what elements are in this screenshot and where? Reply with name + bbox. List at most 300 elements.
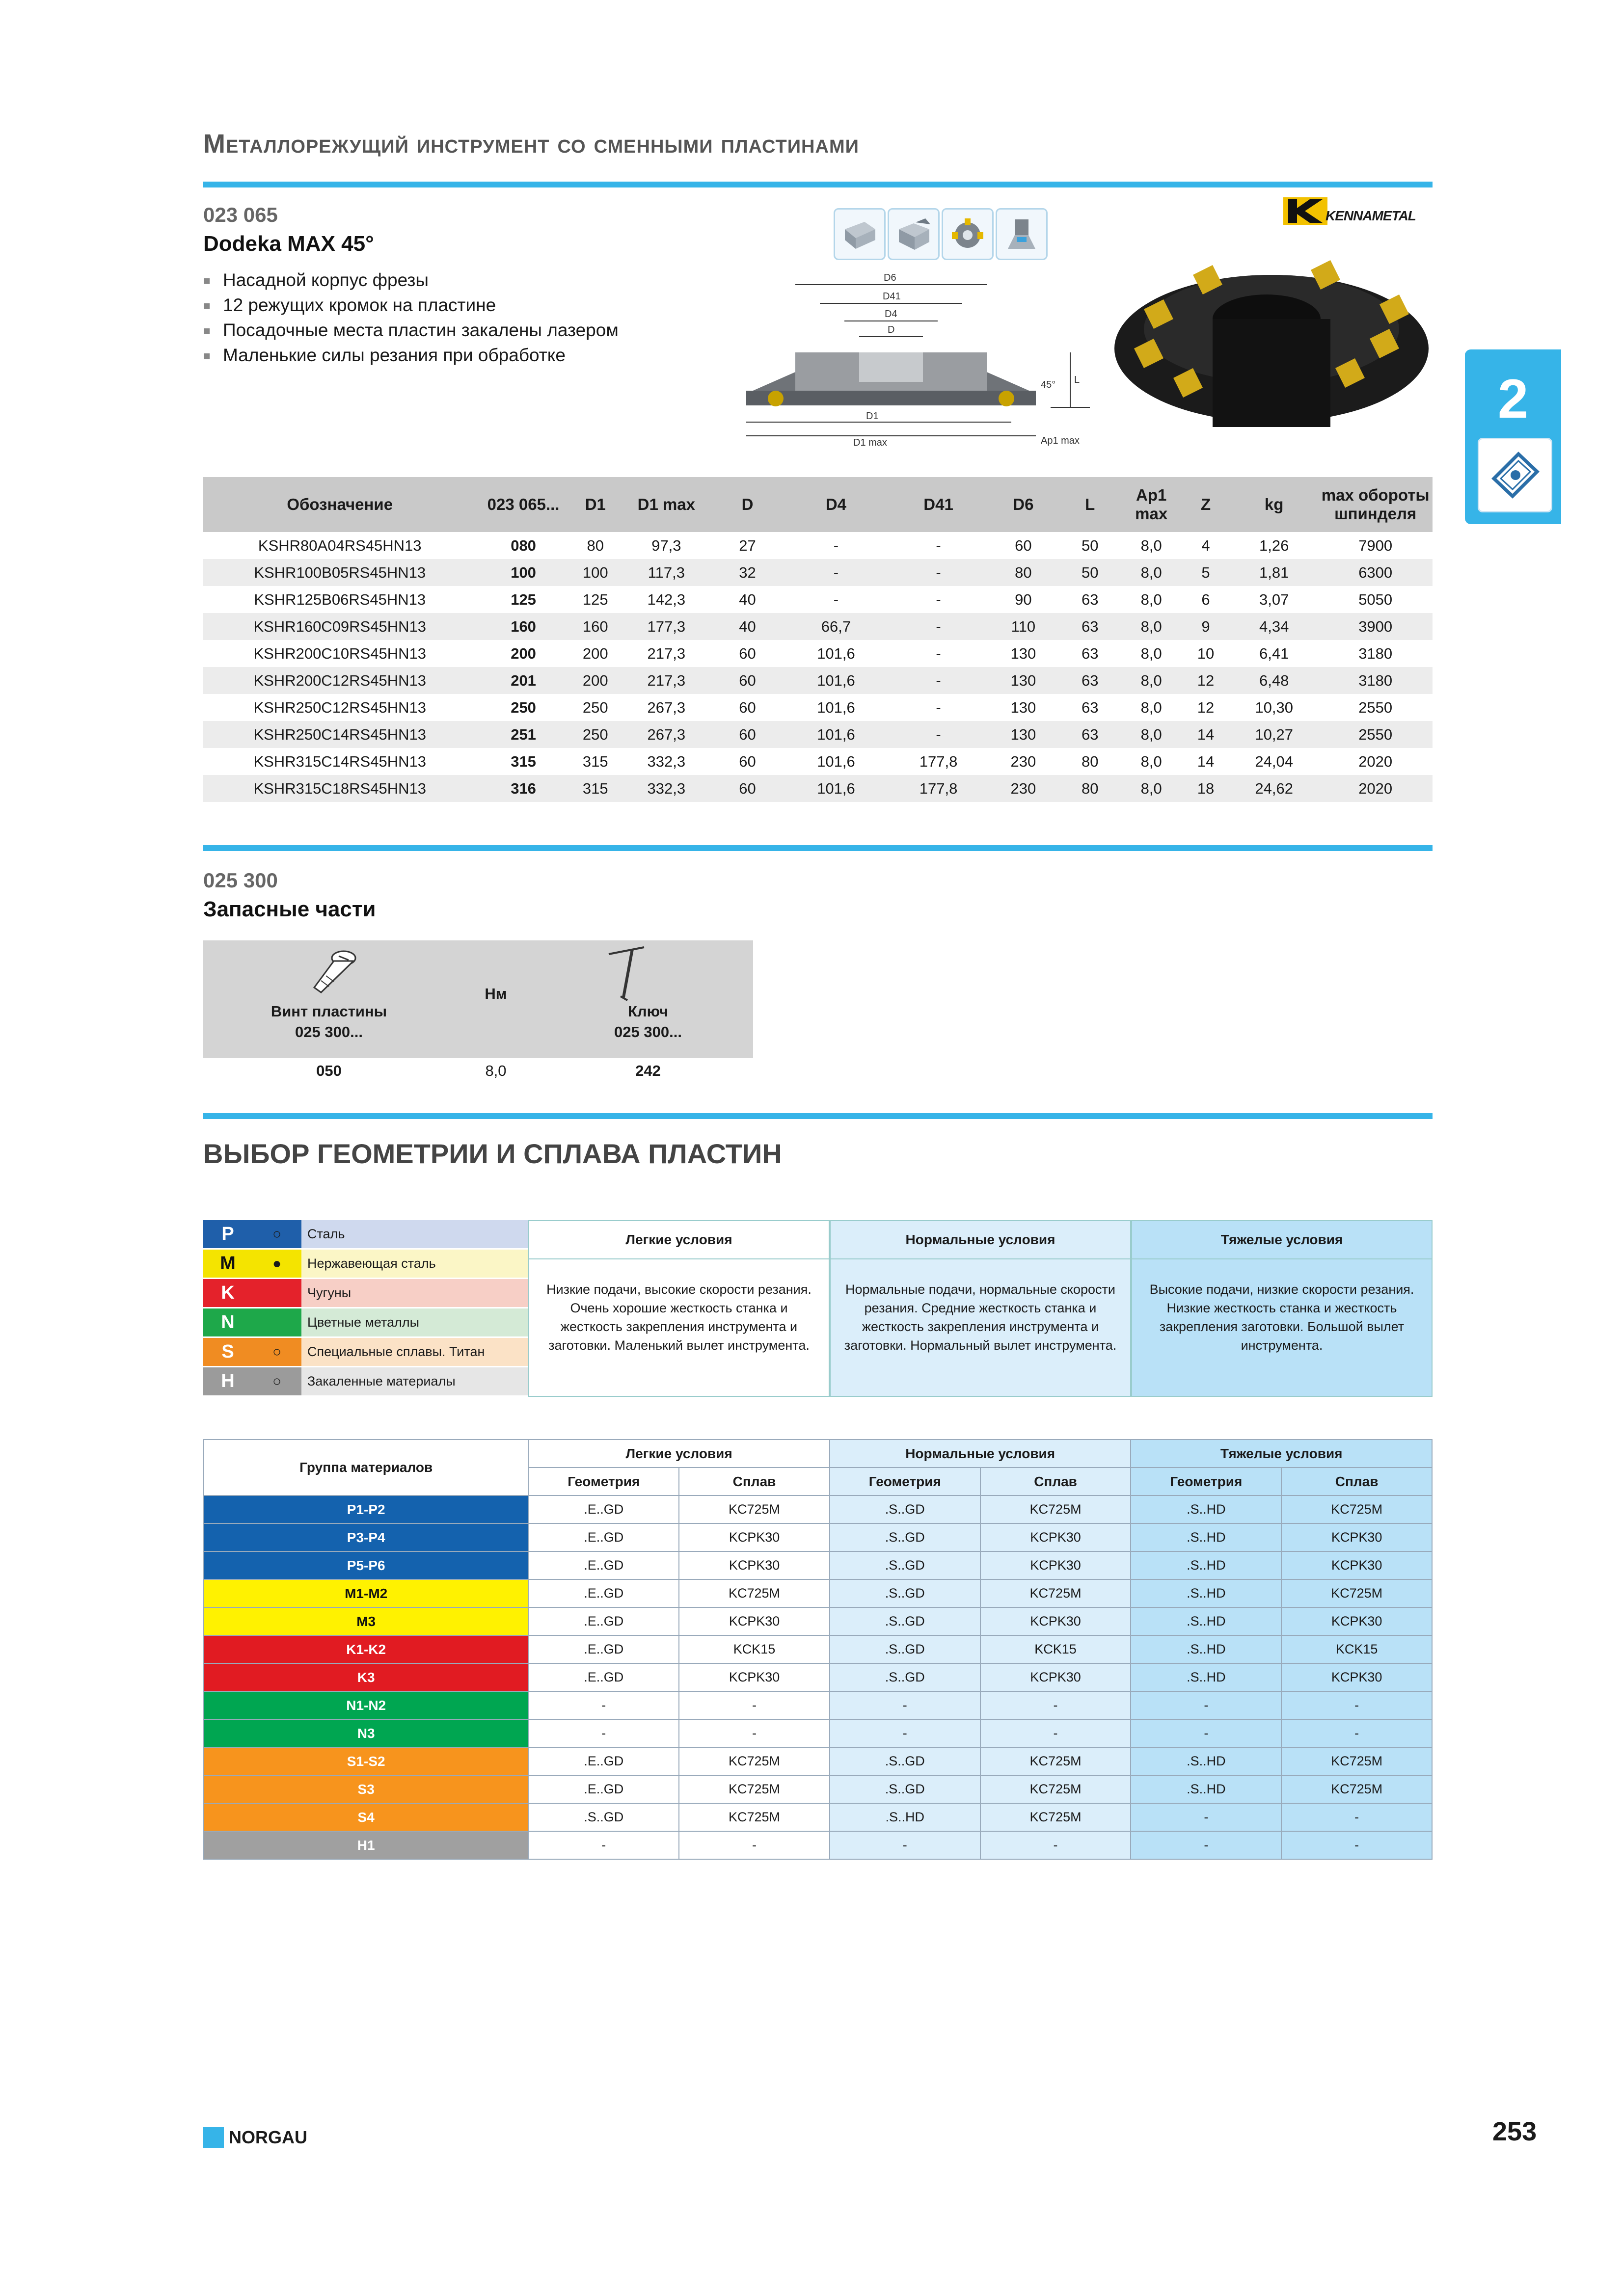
shoulder-milling-icon: [888, 208, 940, 260]
condition-title: Нормальные условия: [831, 1221, 1130, 1259]
table-cell: 8,0: [1140, 698, 1162, 716]
table-cell: 60: [739, 644, 756, 662]
table-row: [203, 640, 1433, 667]
material-group: K3: [204, 1663, 528, 1691]
table-cell: 3,07: [1259, 590, 1289, 608]
geometry-cell: .E..GD: [528, 1495, 679, 1523]
table-cell: 80: [988, 559, 1059, 586]
alloy-cell: KCPK30: [980, 1551, 1131, 1579]
geometry-cell: .S..HD: [1131, 1579, 1281, 1607]
geometry-cell: -: [830, 1831, 980, 1859]
geometry-cell: .E..GD: [528, 1607, 679, 1635]
feature-item: ■ Посадочные места пластин закалены лазером: [203, 318, 619, 343]
table-cell: -: [890, 667, 988, 694]
alloy-cell: KCK15: [980, 1635, 1131, 1663]
alloy-cell: -: [1281, 1831, 1432, 1859]
table-cell: 5: [1182, 559, 1230, 586]
feature-item: ■ 12 режущих кромок на пластине: [203, 293, 619, 318]
alloy-cell: KC725M: [980, 1803, 1131, 1831]
alloy-cell: -: [980, 1719, 1131, 1747]
col-header: L: [1059, 477, 1121, 532]
table-cell: 100: [476, 559, 570, 586]
col-header: D1: [570, 477, 621, 532]
section-rule: [203, 845, 1433, 851]
heavy-conditions-box: [1131, 1220, 1433, 1397]
table-cell: -: [890, 559, 988, 586]
material-group: M3: [204, 1607, 528, 1635]
alloy-cell: -: [980, 1691, 1131, 1719]
table-cell: -: [936, 536, 941, 554]
alloy-cell: KC725M: [679, 1495, 830, 1523]
table-cell: 24,04: [1255, 752, 1293, 770]
geometry-subheader: Геометрия: [528, 1468, 679, 1495]
geometry-cell: -: [528, 1691, 679, 1719]
alloy-cell: KC725M: [1281, 1579, 1432, 1607]
table-cell: 177,3: [621, 613, 712, 640]
table-cell: 332,3: [621, 775, 712, 802]
table-cell: 60: [712, 667, 783, 694]
table-row: [203, 667, 1433, 694]
screw-value: 050: [316, 1062, 342, 1079]
table-cell: 200: [570, 667, 621, 694]
col-header: D6: [988, 477, 1059, 532]
table-cell: 6300: [1318, 559, 1433, 586]
table-cell: 250: [582, 698, 608, 716]
key-icon: [599, 938, 673, 1007]
alloy-cell: KCPK30: [679, 1663, 830, 1691]
material-dot: [252, 1279, 301, 1307]
table-cell: 80: [1059, 775, 1121, 802]
table-cell: KSHR100B05RS45HN13: [203, 559, 476, 586]
torque-value: 8,0: [485, 1062, 507, 1079]
geometry-cell: .S..HD: [1131, 1523, 1281, 1551]
table-cell: 8,0: [1121, 721, 1182, 748]
table-cell: 125: [511, 590, 536, 608]
geometry-cell: -: [528, 1719, 679, 1747]
kennametal-logo: [1283, 197, 1327, 225]
light-header: Легкие условия: [528, 1440, 830, 1468]
table-cell: 101,6: [817, 752, 855, 770]
alloy-cell: KCPK30: [980, 1607, 1131, 1635]
condition-title: Тяжелые условия: [1132, 1221, 1432, 1259]
geometry-subheader: Геометрия: [830, 1468, 980, 1495]
alloy-cell: KC725M: [679, 1579, 830, 1607]
table-row: [204, 1831, 1432, 1859]
material-group: P3-P4: [204, 1523, 528, 1551]
table-cell: 14: [1197, 752, 1215, 770]
table-cell: KSHR315C18RS45HN13: [203, 775, 476, 802]
col-header: kg: [1230, 477, 1318, 532]
table-cell: KSHR250C14RS45HN13: [203, 721, 476, 748]
footer-brand: NORGAU: [229, 2127, 307, 2147]
legend-row: [203, 1279, 528, 1307]
table-cell: 315: [582, 752, 608, 770]
material-name: Цветные металлы: [301, 1308, 528, 1336]
table-cell: 60: [739, 698, 756, 716]
page-number: 253: [1492, 2117, 1537, 2146]
table-cell: 1,26: [1259, 536, 1289, 554]
geometry-cell: -: [1131, 1691, 1281, 1719]
alloy-cell: -: [1281, 1719, 1432, 1747]
alloy-cell: KC725M: [980, 1579, 1131, 1607]
footer-logo-square: [203, 2127, 224, 2148]
table-cell: 60: [739, 752, 756, 770]
light-conditions-box: [528, 1220, 830, 1397]
material-group: K1-K2: [204, 1635, 528, 1663]
table-cell: 250: [511, 698, 536, 716]
material-group: N1-N2: [204, 1691, 528, 1719]
geometry-cell: -: [830, 1719, 980, 1747]
table-cell: 6,41: [1259, 644, 1289, 662]
table-cell: 177,8: [890, 775, 988, 802]
alloy-cell: KCPK30: [1281, 1551, 1432, 1579]
geometry-cell: -: [1131, 1831, 1281, 1859]
geometry-cell: -: [830, 1691, 980, 1719]
material-dot: ○: [252, 1338, 301, 1366]
table-row: [204, 1495, 1432, 1523]
material-dot: ●: [252, 1250, 301, 1278]
material-dot: ○: [252, 1367, 301, 1395]
material-group: M1-M2: [204, 1579, 528, 1607]
table-row: [204, 1579, 1432, 1607]
material-name: Специальные сплавы. Титан: [301, 1338, 528, 1366]
insert-icon: [1478, 438, 1552, 512]
feature-item: ■ Насадной корпус фрезы: [203, 268, 619, 293]
table-row: [204, 1747, 1432, 1775]
material-dot: [252, 1308, 301, 1336]
key-value: 242: [635, 1062, 661, 1079]
table-cell: 8,0: [1121, 775, 1182, 802]
table-cell: 66,7: [783, 613, 889, 640]
label-d6: D6: [884, 272, 896, 283]
alloy-cell: KCPK30: [980, 1523, 1131, 1551]
table-row: [204, 1607, 1432, 1635]
alloy-subheader: Сплав: [679, 1468, 830, 1495]
table-cell: 90: [1015, 590, 1032, 608]
table-cell: 101,6: [817, 698, 855, 716]
material-name: Чугуны: [301, 1279, 528, 1307]
alloy-cell: KCPK30: [1281, 1607, 1432, 1635]
table-cell: 100: [570, 559, 621, 586]
label-d: D: [888, 324, 895, 335]
table-cell: 2550: [1358, 698, 1393, 716]
table-cell: 267,3: [621, 721, 712, 748]
label-d4: D4: [885, 309, 897, 320]
table-cell: KSHR80A04RS45HN13: [258, 536, 422, 554]
alloy-cell: KC725M: [980, 1495, 1131, 1523]
page-title: Металлорежущий инструмент со сменными пластинами: [203, 129, 859, 159]
table-cell: 27: [739, 536, 756, 554]
alloy-cell: KC725M: [980, 1775, 1131, 1803]
material-group: S4: [204, 1803, 528, 1831]
table-cell: KSHR200C10RS45HN13: [253, 644, 426, 662]
table-cell: 63: [1059, 613, 1121, 640]
normal-conditions-box: [830, 1220, 1131, 1397]
table-cell: 080: [511, 536, 536, 554]
table-cell: 12: [1182, 667, 1230, 694]
col-header: Z: [1182, 477, 1230, 532]
table-cell: 60: [712, 775, 783, 802]
alloy-cell: KCPK30: [1281, 1663, 1432, 1691]
legend-row: [203, 1250, 528, 1278]
material-group: N3: [204, 1719, 528, 1747]
geometry-cell: .S..HD: [830, 1803, 980, 1831]
col-header: D41: [890, 477, 988, 532]
col-header: D: [712, 477, 783, 532]
material-group: P5-P6: [204, 1551, 528, 1579]
geometry-cell: .E..GD: [528, 1747, 679, 1775]
table-cell: 160: [476, 613, 570, 640]
label-d41: D41: [883, 291, 901, 302]
table-cell: 63: [1059, 721, 1121, 748]
table-cell: 3180: [1318, 667, 1433, 694]
table-row: [203, 748, 1433, 775]
geometry-cell: .S..GD: [830, 1775, 980, 1803]
table-cell: 80: [587, 536, 604, 554]
geometry-cell: .S..HD: [1131, 1775, 1281, 1803]
table-cell: 117,3: [621, 559, 712, 586]
screw-icon: [299, 945, 358, 999]
feature-item: ■ Маленькие силы резания при обработке: [203, 343, 619, 368]
spare-title: Запасные части: [203, 897, 376, 921]
alloy-cell: KCPK30: [980, 1663, 1131, 1691]
geometry-cell: .E..GD: [528, 1635, 679, 1663]
table-row: [203, 694, 1433, 721]
alloy-cell: KC725M: [679, 1803, 830, 1831]
table-cell: 63: [1081, 698, 1099, 716]
table-cell: 10,30: [1255, 698, 1293, 716]
material-group: S3: [204, 1775, 528, 1803]
table-cell: 2020: [1318, 775, 1433, 802]
legend-row: [203, 1220, 528, 1248]
table-cell: 50: [1059, 559, 1121, 586]
table-cell: 101,6: [783, 667, 889, 694]
table-cell: 230: [1010, 752, 1036, 770]
table-cell: 50: [1081, 536, 1099, 554]
table-cell: -: [936, 698, 941, 716]
table-cell: 8,0: [1121, 559, 1182, 586]
col-header: 023 065...: [476, 477, 570, 532]
table-cell: KSHR200C12RS45HN13: [203, 667, 476, 694]
table-cell: -: [833, 590, 839, 608]
table-row: [204, 1663, 1432, 1691]
table-cell: 130: [988, 667, 1059, 694]
alloy-cell: KCPK30: [679, 1551, 830, 1579]
table-cell: 9: [1182, 613, 1230, 640]
geometry-cell: -: [1131, 1803, 1281, 1831]
material-name: Нержавеющая сталь: [301, 1250, 528, 1278]
label-l: L: [1074, 374, 1080, 385]
geometry-subheader: Геометрия: [1131, 1468, 1281, 1495]
condition-text: Высокие подачи, низкие скорости резания. Низкие жесткость станка и жесткость закрепления заготовки. Большой вылет инструмента.: [1149, 1282, 1414, 1353]
table-row: [203, 586, 1433, 613]
geometry-cell: .S..GD: [830, 1495, 980, 1523]
material-dot: ○: [252, 1220, 301, 1248]
legend-row: [203, 1338, 528, 1366]
table-cell: -: [783, 559, 889, 586]
geometry-cell: .E..GD: [528, 1523, 679, 1551]
geometry-cell: -: [528, 1831, 679, 1859]
table-cell: 201: [476, 667, 570, 694]
table-cell: 8,0: [1140, 752, 1162, 770]
table-cell: 10: [1197, 644, 1215, 662]
label-angle: 45°: [1041, 379, 1056, 390]
table-cell: -: [936, 644, 941, 662]
table-cell: 250: [570, 721, 621, 748]
table-cell: 315: [570, 775, 621, 802]
screw-label: Винт пластины 025 300...: [270, 1003, 387, 1041]
table-row: [203, 613, 1433, 640]
table-cell: 251: [476, 721, 570, 748]
material-name: Закаленные материалы: [301, 1367, 528, 1395]
table-cell: 142,3: [647, 590, 686, 608]
table-cell: 2020: [1358, 752, 1393, 770]
geometry-cell: .S..HD: [1131, 1663, 1281, 1691]
product-name: Dodeka MAX 45°: [203, 232, 374, 256]
material-letter: S: [203, 1338, 252, 1366]
table-cell: 1,81: [1230, 559, 1318, 586]
condition-text: Низкие подачи, высокие скорости резания. Очень хорошие жесткость станка и жесткость закрепления инструмента и заготовки. Маленький вылет инструмента.: [546, 1282, 812, 1353]
col-header: max обороты шпинделя: [1318, 477, 1433, 532]
table-cell: KSHR160C09RS45HN13: [203, 613, 476, 640]
table-row: [204, 1691, 1432, 1719]
geometry-cell: .S..GD: [830, 1747, 980, 1775]
alloy-cell: -: [679, 1691, 830, 1719]
alloy-cell: KC725M: [1281, 1747, 1432, 1775]
alloy-cell: -: [679, 1719, 830, 1747]
geometry-cell: .S..GD: [830, 1635, 980, 1663]
alloy-cell: -: [679, 1831, 830, 1859]
table-cell: 101,6: [783, 721, 889, 748]
legend-row: [203, 1367, 528, 1395]
alloy-cell: KCPK30: [679, 1523, 830, 1551]
condition-title: Легкие условия: [529, 1221, 829, 1259]
table-row: [203, 775, 1433, 802]
key-label: Ключ 025 300...: [614, 1003, 682, 1041]
table-row: [203, 721, 1433, 748]
label-ap1max: Ap1 max: [1041, 435, 1080, 446]
table-cell: 315: [511, 752, 536, 770]
table-cell: 130: [1010, 644, 1036, 662]
geometry-cell: .S..GD: [830, 1607, 980, 1635]
geometry-cell: .S..GD: [830, 1663, 980, 1691]
spare-code: 025 300: [203, 869, 278, 892]
material-letter: M: [203, 1250, 252, 1278]
table-cell: 18: [1182, 775, 1230, 802]
table-cell: 8,0: [1140, 644, 1162, 662]
alloy-cell: KC725M: [980, 1747, 1131, 1775]
geometry-cell: .E..GD: [528, 1663, 679, 1691]
table-cell: 4,34: [1230, 613, 1318, 640]
table-cell: 8,0: [1140, 590, 1162, 608]
table-cell: 3180: [1358, 644, 1393, 662]
table-cell: 40: [739, 590, 756, 608]
table-cell: 10,27: [1230, 721, 1318, 748]
table-cell: 63: [1081, 590, 1099, 608]
table-cell: 6: [1201, 590, 1210, 608]
table-cell: 177,8: [919, 752, 958, 770]
table-cell: -: [833, 536, 839, 554]
table-cell: 8,0: [1121, 613, 1182, 640]
material-letter: K: [203, 1279, 252, 1307]
table-cell: 8,0: [1121, 667, 1182, 694]
alloy-cell: KCK15: [679, 1635, 830, 1663]
table-cell: 101,6: [817, 644, 855, 662]
geometry-table: [203, 1439, 1433, 1860]
heavy-header: Тяжелые условия: [1131, 1440, 1432, 1468]
table-cell: 267,3: [647, 698, 686, 716]
table-cell: 101,6: [783, 775, 889, 802]
table-cell: 3900: [1318, 613, 1433, 640]
face-milling-icon: [834, 208, 886, 260]
table-row: [204, 1551, 1432, 1579]
table-cell: -: [936, 590, 941, 608]
table-cell: 200: [511, 644, 536, 662]
table-cell: 6,48: [1230, 667, 1318, 694]
table-cell: -: [890, 721, 988, 748]
table-cell: 5050: [1358, 590, 1393, 608]
geometry-title: ВЫБОР ГЕОМЕТРИИ И СПЛАВА ПЛАСТИН: [203, 1138, 782, 1169]
table-cell: 97,3: [651, 536, 681, 554]
table-cell: KSHR315C14RS45HN13: [253, 752, 426, 770]
brand-name: KENNAMETAL: [1325, 208, 1416, 223]
alloy-cell: -: [1281, 1803, 1432, 1831]
alloy-cell: -: [980, 1831, 1131, 1859]
product-code: 023 065: [203, 203, 278, 226]
table-cell: 24,62: [1230, 775, 1318, 802]
table-cell: 60: [1015, 536, 1032, 554]
geometry-cell: .S..HD: [1131, 1747, 1281, 1775]
table-cell: 60: [712, 721, 783, 748]
geometry-cell: -: [1131, 1719, 1281, 1747]
material-letter: P: [203, 1220, 252, 1248]
condition-text: Нормальные подачи, нормальные скорости резания. Средние жесткость станка и жесткость закрепления инструмента и заготовки. Нормальный вылет инструмента.: [844, 1282, 1117, 1353]
alloy-cell: KCK15: [1281, 1635, 1432, 1663]
material-letter: N: [203, 1308, 252, 1336]
alloy-cell: KC725M: [679, 1747, 830, 1775]
table-cell: 217,3: [621, 667, 712, 694]
normal-header: Нормальные условия: [830, 1440, 1131, 1468]
cutter-icon: [942, 208, 994, 260]
alloy-cell: KCPK30: [679, 1607, 830, 1635]
table-row: [204, 1719, 1432, 1747]
table-cell: 130: [1010, 698, 1036, 716]
geometry-cell: .S..GD: [830, 1551, 980, 1579]
table-cell: 32: [712, 559, 783, 586]
table-row: [204, 1775, 1432, 1803]
col-header: D4: [783, 477, 889, 532]
geometry-cell: .S..HD: [1131, 1495, 1281, 1523]
alloy-cell: KC725M: [1281, 1775, 1432, 1803]
chapter-number: 2: [1497, 368, 1529, 429]
geometry-cell: .E..GD: [528, 1551, 679, 1579]
table-cell: 316: [476, 775, 570, 802]
alloy-cell: KCPK30: [1281, 1523, 1432, 1551]
technical-drawing: [736, 265, 1090, 452]
table-cell: 8,0: [1140, 536, 1162, 554]
alloy-subheader: Сплав: [980, 1468, 1131, 1495]
table-cell: 40: [712, 613, 783, 640]
table-cell: 160: [570, 613, 621, 640]
geometry-cell: .S..GD: [830, 1523, 980, 1551]
geometry-cell: .E..GD: [528, 1775, 679, 1803]
table-row: [203, 532, 1433, 559]
geometry-cell: .S..HD: [1131, 1551, 1281, 1579]
alloy-cell: KC725M: [679, 1775, 830, 1803]
table-cell: 4: [1201, 536, 1210, 554]
section-rule: [203, 1113, 1433, 1119]
table-cell: 63: [1059, 667, 1121, 694]
